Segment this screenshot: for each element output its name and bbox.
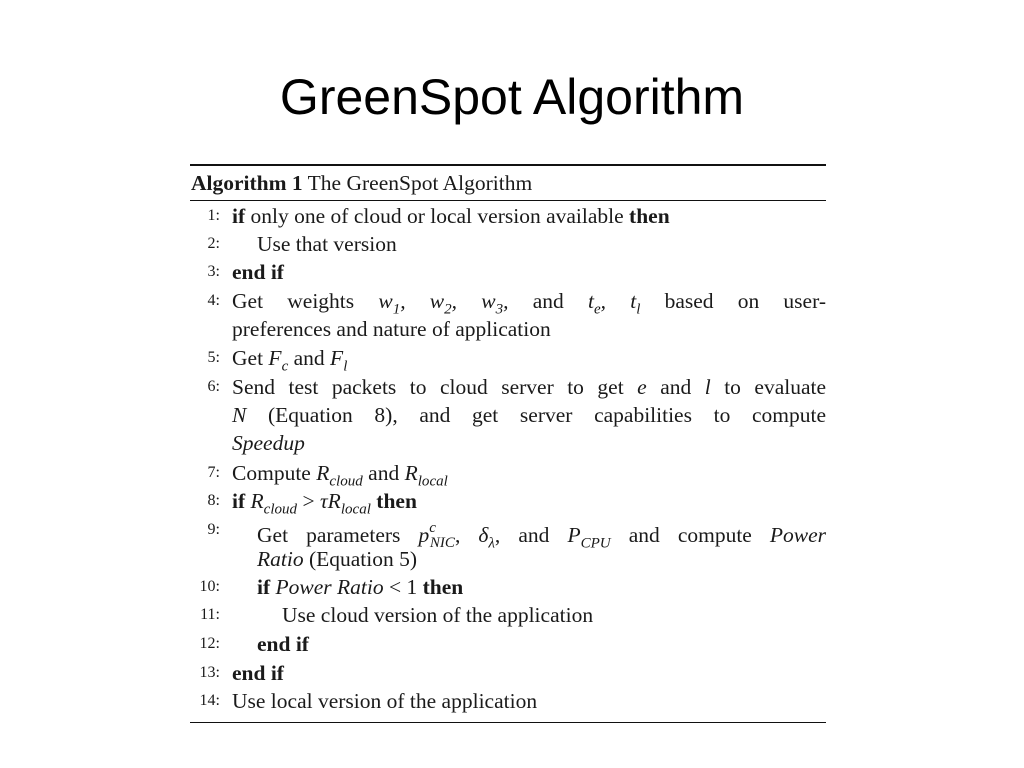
math-p-cpu: $P_{CPU}$ [567,523,611,552]
algorithm-line-9: 9: Get parameters $p^c_{NIC}$, $\delta_\lambda$, and $P_{CPU}$ and compute Power [190,516,826,544]
math-l: l [704,375,711,399]
line-text: , and [494,523,550,548]
line-text: Use cloud version of the application [282,603,594,627]
math-r-local: $R_{local}$ [404,461,448,490]
math-fc: $F_c$ [268,346,289,375]
keyword-then: then [629,204,670,228]
algorithm-caption-text: The GreenSpot Algorithm [307,171,533,195]
keyword-then: then [376,489,417,513]
algorithm-line-13 [190,659,826,687]
line-text: Power [769,523,827,548]
algorithm-line-6 [190,373,826,401]
math-gt: > [302,489,315,513]
line-text: to evaluate [724,375,827,399]
line-text: Send test packets to cloud server to get [232,375,624,399]
math-tl: $t_l$ [630,289,641,318]
line-text: and [660,375,692,399]
math-n: N [232,403,247,427]
algorithm-line-12 [190,630,826,658]
line-text: Get parameters [257,523,401,548]
line-text: only one of cloud or local version available [250,204,624,228]
line-number: 5: [207,349,220,366]
line-number: 13: [199,664,220,681]
line-number: 14: [199,692,220,709]
math-fl: $F_l$ [330,346,348,375]
line-text: Power Ratio [275,575,384,599]
algorithm-line-14 [190,687,826,715]
math-r-cloud: $R_{cloud}$ [250,489,298,518]
algorithm-line-4 [190,287,826,318]
line-text: Compute [232,461,311,485]
math-r-cloud: $R_{cloud}$ [316,461,363,490]
keyword-end-if: end if [232,661,284,685]
algorithm-caption [190,166,826,200]
line-number: 4: [207,292,220,309]
line-number: 7: [207,464,220,481]
math-w2: $w_2$, [429,289,458,318]
algorithm-label: Algorithm 1 [191,171,303,195]
math-e: e [637,375,647,399]
keyword-end-if: end if [232,260,284,284]
line-number: 8: [207,492,220,509]
line-text: and [532,289,564,313]
line-text: and [368,461,400,485]
algorithm-bottom-rule [190,722,826,723]
line-number: 1: [207,207,220,224]
algorithm-line-2 [190,230,826,258]
math-w3: $w_3$, [481,289,509,318]
keyword-then: then [422,575,464,599]
line-text: Use local version of the application [232,689,538,713]
algorithm-line-11 [190,601,826,629]
line-text: based on user- [664,289,826,313]
algorithm-line-6-continued [190,401,826,429]
line-text: and [293,346,325,370]
algorithm-line-1 [190,202,826,230]
algorithm-line-6-continued-2 [190,429,826,457]
algorithm-box [190,164,827,713]
line-number: 11: [200,606,220,623]
line-text: Use that version [257,232,397,256]
slide-title: GreenSpot Algorithm [279,69,745,125]
line-text: Get [232,346,264,370]
math-tau-r-local: $\tau R_{local}$ [319,489,371,518]
algorithm-line-3 [190,258,826,286]
line-text: preferences and nature of application [232,317,551,341]
math-delta-lambda: $\delta_\lambda$ [478,523,495,552]
algorithm-caption-rule [190,200,826,201]
line-number: 3: [207,263,220,280]
keyword-if: if [257,575,271,599]
algorithm-line-5 [190,344,826,375]
line-number: 9: [207,521,220,538]
math-w1: $w_1$, [378,289,406,318]
algorithm-line-9-continued [190,545,826,573]
line-text: Speedup [232,431,305,455]
line-number: 6: [207,378,220,395]
algorithm-line-7 [190,459,826,490]
line-number: 2: [207,235,220,252]
keyword-if: if [232,489,246,513]
line-text: (Equation 8), and get server capabilities to compute [267,403,826,427]
line-text: Ratio [257,547,304,571]
algorithm-line-4-continued [190,315,826,343]
line-text: and compute [628,523,752,548]
math-p-nic: $p^c_{NIC}$ [418,520,455,552]
line-number: 12: [199,635,220,652]
keyword-end-if: end if [257,632,309,656]
algorithm-line-10 [190,573,826,601]
line-number: 10: [199,578,220,595]
algorithm-line-8 [190,487,826,518]
line-text: Get weights [232,289,355,313]
math-lt-one: < 1 [388,575,418,599]
math-te: $t_e$, [587,289,606,318]
line-text: (Equation 5) [308,547,418,571]
keyword-if: if [232,204,246,228]
